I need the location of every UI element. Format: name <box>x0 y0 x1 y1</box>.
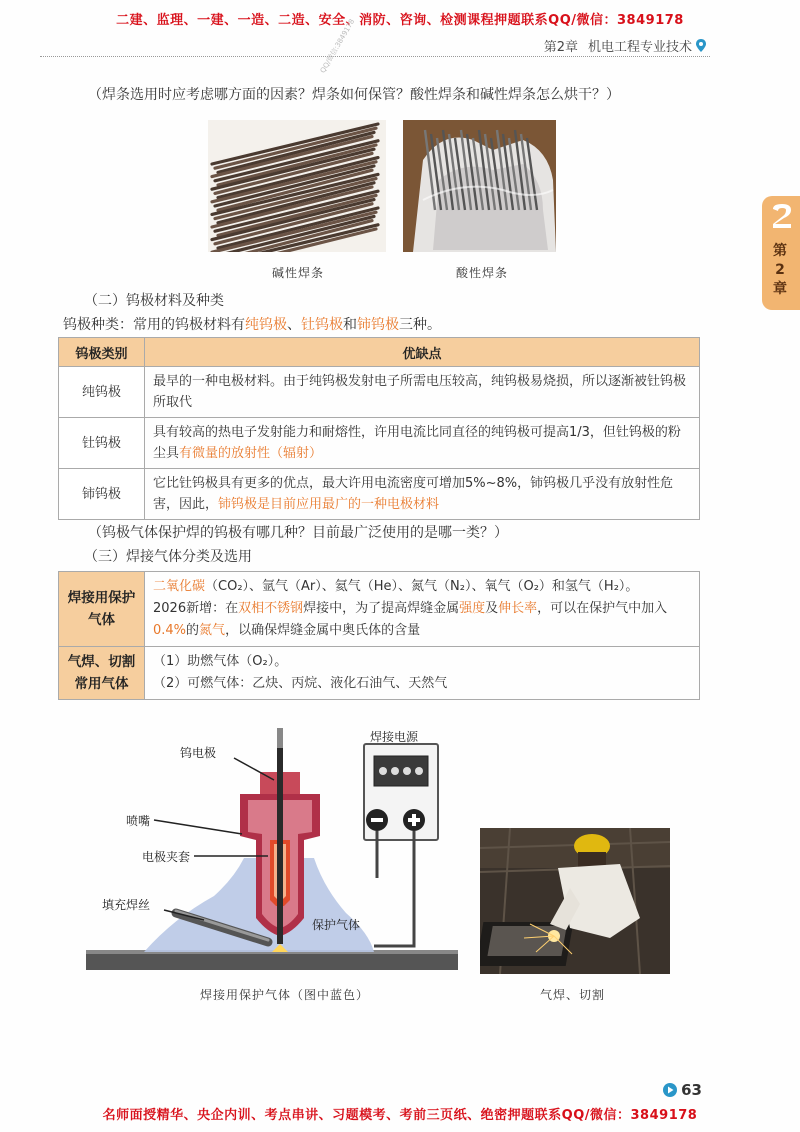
row-name: 气焊、切割常用气体 <box>59 647 145 700</box>
row-text: 最早的一种电极材料。由于纯钨极发射电子所需电压较高，纯钨极易烧损，所以逐渐被钍钨极所取代 <box>145 367 700 418</box>
row-text <box>145 469 700 520</box>
tungsten-types-intro <box>63 314 441 334</box>
table-row <box>59 647 700 700</box>
section-tungsten-heading: （二）钨极材料及种类 <box>84 293 224 309</box>
intro-text-end: 三种。 <box>399 317 441 333</box>
watermark-stamp: QQ/微信:3849178 <box>318 17 357 75</box>
row-text-highlight: 有微量的放射性（辐射） <box>179 446 323 461</box>
gas-item-1: （1）助燃气体（O₂）。 <box>153 654 288 669</box>
label-shield-gas: 保护气体 <box>312 918 361 932</box>
table-row <box>59 469 700 520</box>
highlight-duplex: 双相不锈钢 <box>238 601 304 616</box>
label-collet: 电极夹套 <box>142 850 191 864</box>
row-text <box>145 647 700 700</box>
tungsten-types-table <box>58 337 700 520</box>
row-text <box>145 572 700 647</box>
new-2026-text: ，可以在保护气中加入 <box>537 601 668 616</box>
gas-welding-caption: 气焊、切割 <box>540 988 606 1002</box>
chapter-title: 机电工程专业技术 <box>587 40 692 55</box>
page-number <box>663 1081 702 1099</box>
table-row <box>59 367 700 418</box>
tab-line-3: 章 <box>773 281 787 297</box>
row-text-plain: 具有较高的热电子发射能力和耐熔性，许用电流比同直径的纯钨极可提高1/3，但钍钨极的粉尘具 <box>153 425 681 461</box>
diagram-caption: 焊接用保护气体（图中蓝色） <box>200 988 370 1002</box>
location-pin-icon <box>696 39 706 52</box>
highlight-elongation: 伸长率 <box>498 601 538 616</box>
header-divider <box>40 56 710 57</box>
gas-item-2: （2）可燃气体：乙炔、丙烷、液化石油气、天然气 <box>153 676 448 691</box>
new-2026-text: 焊接中，为了提高焊缝金属 <box>303 601 460 616</box>
row-text-highlight: 铈钨极是目前应用最广的一种电极材料 <box>218 497 440 512</box>
highlight-co2: 二氧化碳 <box>153 579 206 594</box>
table-header-row <box>59 338 700 367</box>
chapter-header <box>544 36 706 55</box>
new-2026-text: 2026新增：在 <box>153 601 239 616</box>
label-filler-wire: 填充焊丝 <box>102 898 151 912</box>
table-row <box>59 418 700 469</box>
top-banner: 二建、监理、一建、一造、二造、安全、消防、咨询、检测课程押题联系QQ/微信：3849178 <box>116 13 684 28</box>
play-icon <box>663 1083 677 1097</box>
new-2026-text: 及 <box>485 601 499 616</box>
column-header-type: 钨极类别 <box>59 338 145 367</box>
section-gas-heading: （三）焊接气体分类及选用 <box>84 549 252 565</box>
label-nozzle: 喷嘴 <box>126 814 151 828</box>
highlight-ceriated-tungsten: 铈钨极 <box>357 317 399 333</box>
basic-electrode-photo <box>208 120 386 252</box>
tab-line-2: 2 <box>775 262 785 278</box>
highlight-percentage: 0.4% <box>153 623 187 638</box>
gas-welding-photo <box>480 828 670 974</box>
welding-gas-table <box>58 571 700 700</box>
chapter-side-tab <box>762 196 800 310</box>
highlight-nitrogen: 氮气 <box>199 623 226 638</box>
row-text-plain: 它比钍钨极具有更多的优点，最大许用电流密度可增加5%~8%，铈钨极几乎没有放射性危害，因此， <box>153 476 674 512</box>
basic-electrode-caption: 碱性焊条 <box>272 266 325 280</box>
intro-separator-2: 和 <box>343 317 357 333</box>
highlight-pure-tungsten: 纯钨极 <box>245 317 287 333</box>
row-name: 钍钨极 <box>59 418 145 469</box>
chapter-tab-label <box>762 242 798 299</box>
intro-separator-1: 、 <box>287 317 301 333</box>
gas-list: （CO₂）、氩气（Ar）、氦气（He）、氮气（N₂）、氧气（O₂）和氢气（H₂）。 <box>205 579 639 594</box>
tab-line-1: 第 <box>773 243 787 259</box>
table-row <box>59 572 700 647</box>
chapter-two-glyph-icon <box>770 202 794 230</box>
label-tungsten-electrode: 钨电极 <box>180 746 217 760</box>
bottom-banner: 名师面授精华、央企内训、考点串讲、习题模考、考前三页纸、绝密押题联系QQ/微信：3849178 <box>102 1108 698 1123</box>
question-electrodes: （焊条选用时应考虑哪方面的因素？焊条如何保管？酸性焊条和碱性焊条怎么烘干？） <box>88 87 620 103</box>
row-name: 铈钨极 <box>59 469 145 520</box>
page-number-text: 63 <box>681 1081 702 1099</box>
column-header-pros-cons: 优缺点 <box>145 338 700 367</box>
intro-text: 钨极种类：常用的钨极材料有 <box>63 317 245 333</box>
tig-welding-diagram <box>84 728 464 978</box>
tig-diagram-graphic <box>84 728 464 978</box>
row-name: 纯钨极 <box>59 367 145 418</box>
chapter-number: 第2章 <box>543 40 578 55</box>
new-2026-text: ，以确保焊缝金属中奥氏体的含量 <box>225 623 421 638</box>
highlight-strength: 强度 <box>459 601 486 616</box>
row-text <box>145 418 700 469</box>
highlight-thoriated-tungsten: 钍钨极 <box>301 317 343 333</box>
label-welding-power: 焊接电源 <box>370 730 419 744</box>
row-name: 焊接用保护气体 <box>59 572 145 647</box>
acidic-electrode-photo <box>403 120 556 252</box>
question-tungsten: （钨极气体保护焊的钨极有哪几种？目前最广泛使用的是哪一类？） <box>88 525 508 541</box>
new-2026-text: 的 <box>186 623 200 638</box>
acidic-electrode-caption: 酸性焊条 <box>456 266 509 280</box>
